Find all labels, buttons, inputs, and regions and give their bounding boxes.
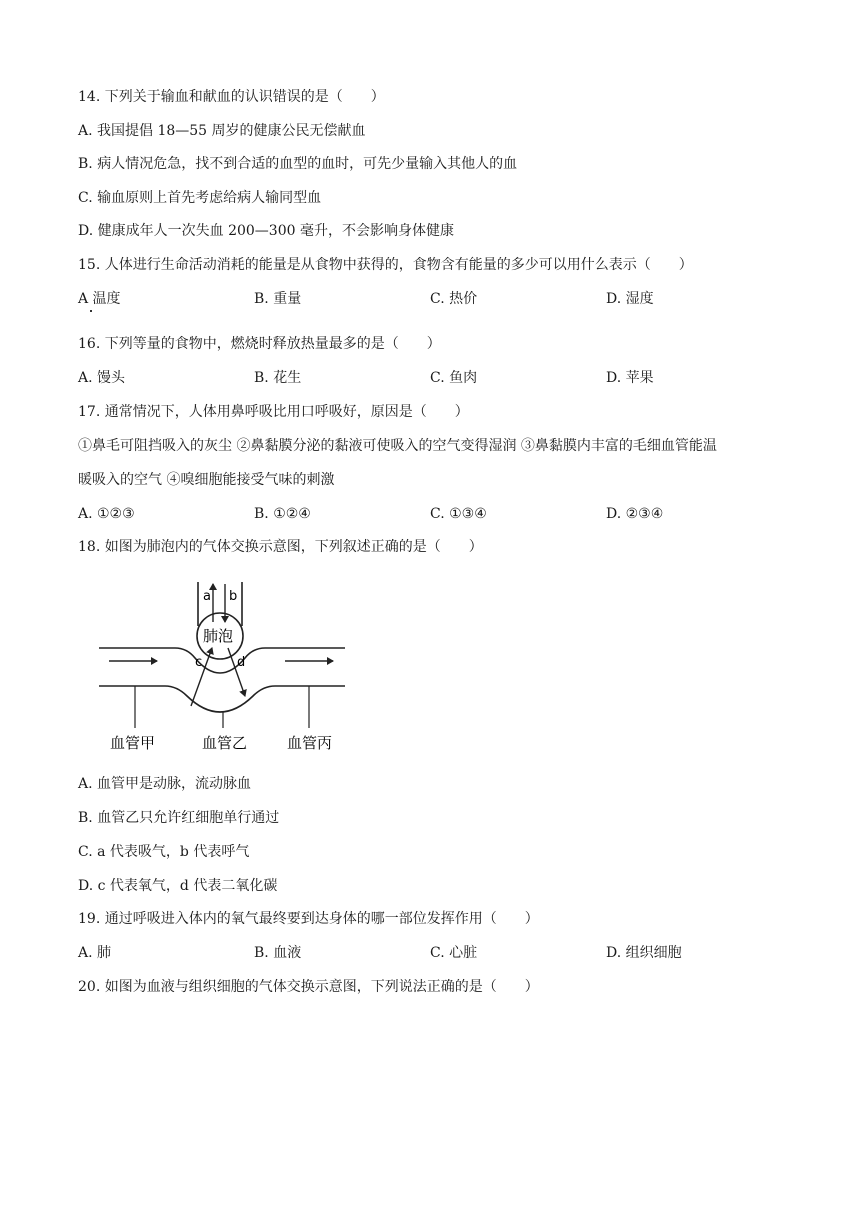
q17-text-line2: 暖吸入的空气 ④嗅细胞能接受气味的刺激 [78, 472, 335, 488]
q19-option-c: C. 心脏 [430, 945, 478, 961]
label-a: a [203, 589, 211, 604]
q14-option-d: D. 健康成年人一次失血 200—300 毫升，不会影响身体健康 [78, 223, 454, 239]
stray-dot [90, 310, 92, 312]
q19-option-d: D. 组织细胞 [606, 945, 682, 961]
q18-option-a: A. 血管甲是动脉，流动脉血 [78, 776, 252, 792]
vessel2-label: 血管乙 [202, 734, 248, 752]
label-c: c [195, 655, 203, 670]
q17-option-d: D. ②③④ [606, 506, 664, 522]
q16-option-a: A. 馒头 [78, 370, 126, 386]
label-b: b [229, 589, 238, 604]
q15-option-d: D. 湿度 [606, 291, 654, 307]
q18-option-c: C. a 代表吸气，b 代表呼气 [78, 844, 250, 860]
q15-stem: 15. 人体进行生命活动消耗的能量是从食物中获得的，食物含有能量的多少可以用什么表示（ ） [78, 257, 693, 273]
q14-stem: 14. 下列关于输血和献血的认识错误的是（ ） [78, 89, 385, 105]
label-d: d [237, 655, 246, 670]
q18-option-d: D. c 代表氧气，d 代表二氧化碳 [78, 878, 278, 894]
q18-option-b: B. 血管乙只允许红细胞单行通过 [78, 810, 280, 826]
alveolus-gas-exchange-diagram [95, 578, 355, 758]
q20-stem: 20. 如图为血液与组织细胞的气体交换示意图，下列说法正确的是（ ） [78, 979, 539, 995]
q19-option-b: B. 血液 [254, 945, 302, 961]
q17-option-c: C. ①③④ [430, 506, 487, 522]
q17-option-a: A. ①②③ [78, 506, 135, 522]
q14-option-b: B. 病人情况危急，找不到合适的血型的血时，可先少量输入其他人的血 [78, 156, 518, 172]
vessel-lower-wall [99, 686, 345, 712]
vessel3-label: 血管丙 [287, 734, 333, 752]
q16-option-b: B. 花生 [254, 370, 302, 386]
q17-text-line1: ①鼻毛可阻挡吸入的灰尘 ②鼻黏膜分泌的黏液可使吸入的空气变得湿润 ③鼻黏膜内丰富的毛细血管能温 [78, 438, 717, 454]
q14-option-a: A. 我国提倡 18—55 周岁的健康公民无偿献血 [78, 123, 366, 139]
q16-option-d: D. 苹果 [606, 370, 654, 386]
q19-option-a: A. 肺 [78, 945, 112, 961]
q15-option-a: A 温度 [78, 291, 121, 307]
vessel1-label: 血管甲 [110, 734, 156, 752]
q17-stem: 17. 通常情况下，人体用鼻呼吸比用口呼吸好，原因是（ ） [78, 404, 469, 420]
alveolus-label: 肺泡 [203, 627, 234, 645]
q18-stem: 18. 如图为肺泡内的气体交换示意图，下列叙述正确的是（ ） [78, 539, 483, 555]
q15-option-c: C. 热价 [430, 291, 478, 307]
q19-stem: 19. 通过呼吸进入体内的氧气最终要到达身体的哪一部位发挥作用（ ） [78, 911, 539, 927]
q16-stem: 16. 下列等量的食物中，燃烧时释放热量最多的是（ ） [78, 336, 441, 352]
q14-option-c: C. 输血原则上首先考虑给病人输同型血 [78, 190, 322, 206]
q16-option-c: C. 鱼肉 [430, 370, 478, 386]
q17-option-b: B. ①②④ [254, 506, 311, 522]
q15-option-b: B. 重量 [254, 291, 302, 307]
